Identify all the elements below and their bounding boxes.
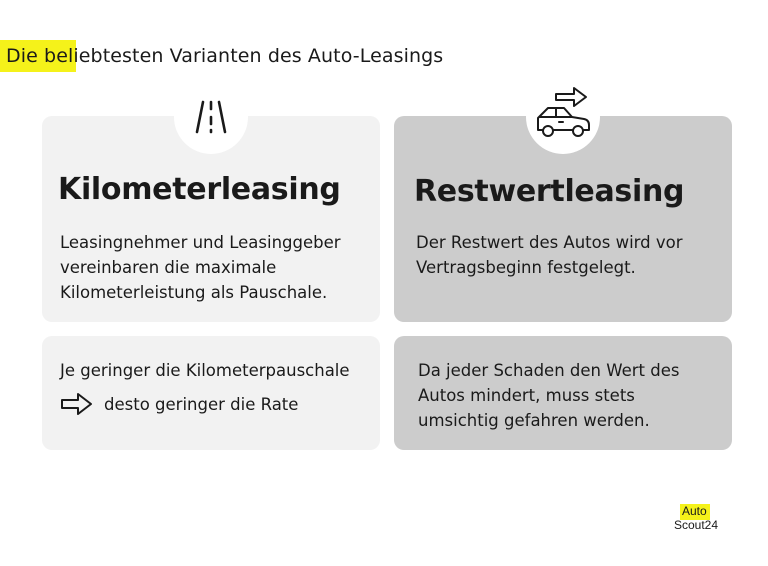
kilometer-description-line: Leasingnehmer und Leasinggeber xyxy=(60,233,341,252)
restwert-note-line: umsichtig gefahren werden. xyxy=(418,411,650,430)
kilometer-description-line: vereinbaren die maximale xyxy=(60,258,277,277)
page-title-wrap xyxy=(0,40,500,72)
restwert-description-line: Vertragsbeginn festgelegt. xyxy=(416,258,636,277)
restwert-description xyxy=(416,230,730,280)
car-icon-circle xyxy=(526,80,600,154)
arrow-right-icon xyxy=(60,392,94,416)
kilometer-note-result: desto geringer die Rate xyxy=(104,395,299,414)
car-arrow-icon xyxy=(526,80,600,154)
autoscout24-logo xyxy=(670,502,730,538)
logo-text-scout24: Scout24 xyxy=(674,518,719,532)
restwert-note xyxy=(418,358,728,433)
restwert-note-line: Autos mindert, muss stets xyxy=(418,386,635,405)
kilometer-description xyxy=(60,230,376,305)
road-icon-circle xyxy=(174,80,248,154)
logo-text-auto: Auto xyxy=(682,504,707,518)
page-title: Die beliebtesten Varianten des Auto-Leasings xyxy=(6,45,444,67)
kilometer-note-line: Je geringer die Kilometerpauschale xyxy=(60,361,350,380)
road-icon xyxy=(174,80,248,154)
heading-restwertleasing: Restwertleasing xyxy=(414,174,685,209)
kilometer-description-line: Kilometerleistung als Pauschale. xyxy=(60,283,328,302)
restwert-note-line: Da jeder Schaden den Wert des xyxy=(418,361,680,380)
heading-kilometerleasing: Kilometerleasing xyxy=(58,172,341,207)
restwert-description-line: Der Restwert des Autos wird vor xyxy=(416,233,683,252)
